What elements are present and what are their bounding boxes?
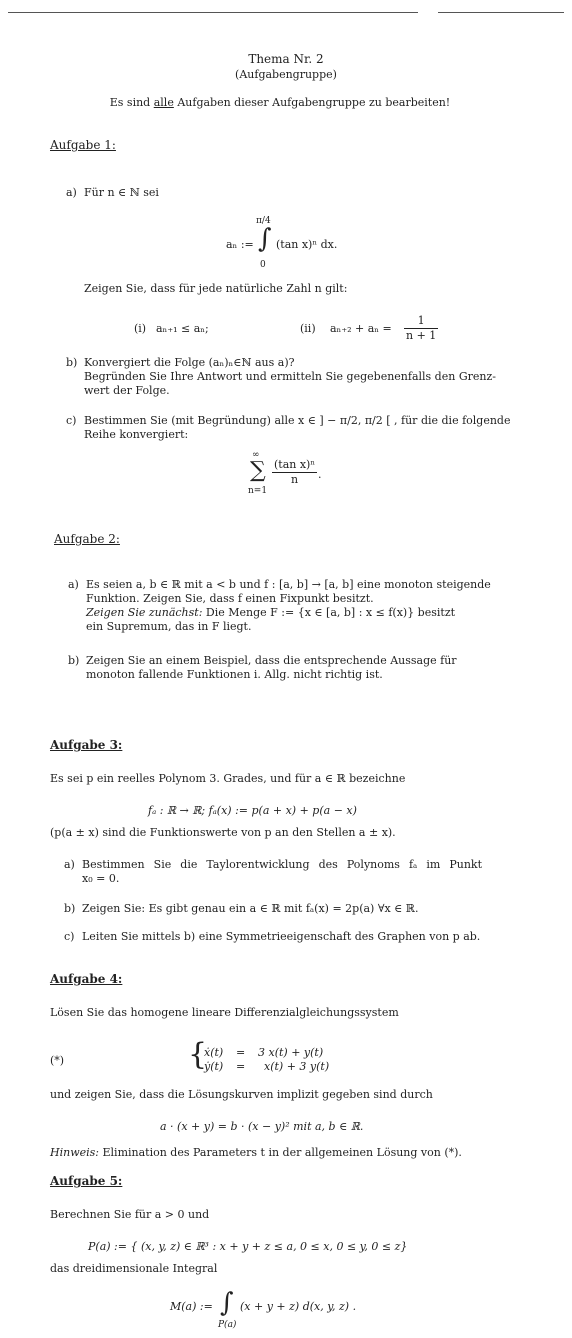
a1-b-line2: Begründen Sie Ihre Antwort und ermitteln Sie gegebenenfalls den Grenz- xyxy=(84,370,496,383)
a1-sum-lower: n=1 xyxy=(248,486,268,496)
aufgabe-1-heading: Aufgabe 1: xyxy=(50,138,116,152)
a1-ii-fraction xyxy=(404,314,438,344)
a4-hint-text: Elimination des Parameters t in der allgemeinen Lösung von (*). xyxy=(99,1146,462,1159)
a1-i-label: (i) xyxy=(134,322,147,335)
a3-intro: Es sei p ein reelles Polynom 3. Grades, und für a ∈ ℝ bezeichne xyxy=(50,772,406,785)
a5-intro: Berechnen Sie für a > 0 und xyxy=(50,1208,210,1221)
a1-show-text: Zeigen Sie, dass für jede natürliche Zahl n gilt: xyxy=(84,282,348,295)
a4-hint xyxy=(50,1146,462,1160)
a3-formula: fₐ : ℝ → ℝ; fₐ(x) := p(a + x) + p(a − x) xyxy=(148,804,357,817)
a4-show: und zeigen Sie, dass die Lösungskurven implizit gegeben sind durch xyxy=(50,1088,433,1101)
a1-c-label: c) xyxy=(66,414,77,427)
a2-a-line4: ein Supremum, das in F liegt. xyxy=(86,620,252,633)
a1-sum-den: n xyxy=(291,473,299,487)
aufgabe-5-heading: Aufgabe 5: xyxy=(50,1174,123,1188)
a5-formula: P(a) := { (x, y, z) ∈ ℝ³ : x + y + z ≤ a, 0 ≤ x, 0 ≤ y, 0 ≤ z} xyxy=(88,1240,408,1253)
a1-int-lower: 0 xyxy=(260,260,266,270)
a1-sum xyxy=(248,450,348,500)
a3-a-line2: x₀ = 0. xyxy=(82,872,120,885)
a2-b-line1: Zeigen Sie an einem Beispiel, dass die entsprechende Aussage für xyxy=(86,654,457,667)
page-title: Thema Nr. 2 xyxy=(248,52,324,66)
a3-note: (p(a ± x) sind die Funktionswerte von p an den Stellen a ± x). xyxy=(50,826,396,839)
a1-sum-sign: ∑ xyxy=(250,458,266,483)
a4-eq2-eq: = xyxy=(236,1060,246,1073)
aufgabe-2-heading: Aufgabe 2: xyxy=(54,532,120,546)
a3-b-label: b) xyxy=(64,902,76,915)
a2-a-line2: Funktion. Zeigen Sie, dass f einen Fixpunkt besitzt. xyxy=(86,592,374,605)
a5-integral-sign: ∫ xyxy=(220,1288,234,1318)
a1-a-label: a) xyxy=(66,186,77,199)
a3-a-line1: Bestimmen Sie die Taylorentwicklung des Polynoms fₐ im Punkt xyxy=(82,858,482,871)
a1-i-formula: aₙ₊₁ ≤ aₙ; xyxy=(156,322,209,335)
a2-b-line2: monoton fallende Funktionen i. Allg. nicht richtig ist. xyxy=(86,668,383,681)
a2-a-line3-text: Die Menge F := {x ∈ [a, b] : x ≤ f(x)} besitzt xyxy=(205,606,456,619)
instruction-post: Aufgaben dieser Aufgabengruppe zu bearbeiten! xyxy=(173,96,451,109)
a1-a-text: Für n ∈ ℕ sei xyxy=(84,186,159,199)
a1-int-upper: π/4 xyxy=(256,216,271,226)
a1-ii-num: 1 xyxy=(404,314,438,329)
page-subtitle: (Aufgabengruppe) xyxy=(235,68,337,81)
a3-a-label: a) xyxy=(64,858,75,871)
a4-eq2-rhs: x(t) + 3 y(t) xyxy=(264,1060,330,1073)
a4-eq1-lhs: ẋ(t) xyxy=(204,1046,224,1059)
a5-m-lower: P(a) xyxy=(218,1320,237,1330)
a1-sum-upper: ∞ xyxy=(252,450,260,460)
a4-hint-label: Hinweis: xyxy=(50,1146,99,1159)
aufgabe-4-heading: Aufgabe 4: xyxy=(50,972,123,986)
a1-int-body: (tan x)ⁿ dx. xyxy=(276,238,338,251)
a3-b-text: Zeigen Sie: Es gibt genau ein a ∈ ℝ mit fₐ(x) = 2p(a) ∀x ∈ ℝ. xyxy=(82,902,419,915)
a1-sum-fraction xyxy=(272,458,317,488)
top-rule-left xyxy=(8,12,418,13)
a1-b-line1: Konvergiert die Folge (aₙ)ₙ∈ℕ aus a)? xyxy=(84,356,295,369)
a5-m-lhs: M(a) := xyxy=(170,1300,213,1313)
a1-ii-den: n + 1 xyxy=(406,329,437,343)
a1-ii-label: (ii) xyxy=(300,322,316,335)
instruction-underlined: alle xyxy=(153,96,174,109)
a1-b-label: b) xyxy=(66,356,78,369)
a1-c-line1: Bestimmen Sie (mit Begründung) alle x ∈ ] − π/2, π/2 [ , für die die folgende xyxy=(84,414,511,427)
a1-sum-period: . xyxy=(318,468,322,481)
a2-a-line3 xyxy=(86,606,455,620)
a4-system-brace: { xyxy=(188,1037,208,1072)
a2-hint-label: Zeigen Sie zunächst: xyxy=(86,606,203,619)
a4-star: (*) xyxy=(50,1054,65,1067)
a2-a-label: a) xyxy=(68,578,79,591)
a1-ii-formula: aₙ₊₂ + aₙ = xyxy=(330,322,392,335)
a5-text: das dreidimensionale Integral xyxy=(50,1262,218,1275)
top-rule-right xyxy=(438,12,564,13)
a2-b-label: b) xyxy=(68,654,80,667)
a1-an-lhs: aₙ := xyxy=(226,238,254,251)
a5-integral xyxy=(170,1290,390,1334)
aufgabe-3-heading: Aufgabe 3: xyxy=(50,738,123,752)
instruction-pre: Es sind xyxy=(109,96,154,109)
a5-m-body: (x + y + z) d(x, y, z) . xyxy=(240,1300,357,1313)
a3-c-text: Leiten Sie mittels b) eine Symmetrieeigenschaft des Graphen von p ab. xyxy=(82,930,481,943)
a1-sum-num: (tan x)ⁿ xyxy=(272,458,317,473)
a1-integral-sign: ∫ xyxy=(258,224,272,254)
a1-b-line3: wert der Folge. xyxy=(84,384,170,397)
a2-a-line1: Es seien a, b ∈ ℝ mit a < b und f : [a, b] → [a, b] eine monoton steigende xyxy=(86,578,491,591)
a1-c-line2: Reihe konvergiert: xyxy=(84,428,189,441)
instruction xyxy=(0,96,560,110)
a1-integral xyxy=(226,216,406,272)
a4-eq2-lhs: ẏ(t) xyxy=(204,1060,224,1073)
a3-c-label: c) xyxy=(64,930,75,943)
a4-eq1-eq: = xyxy=(236,1046,246,1059)
a4-formula: a · (x + y) = b · (x − y)² mit a, b ∈ ℝ. xyxy=(160,1120,364,1133)
a4-eq1-rhs: 3 x(t) + y(t) xyxy=(258,1046,324,1059)
a4-intro: Lösen Sie das homogene lineare Differenzialgleichungssystem xyxy=(50,1006,399,1019)
